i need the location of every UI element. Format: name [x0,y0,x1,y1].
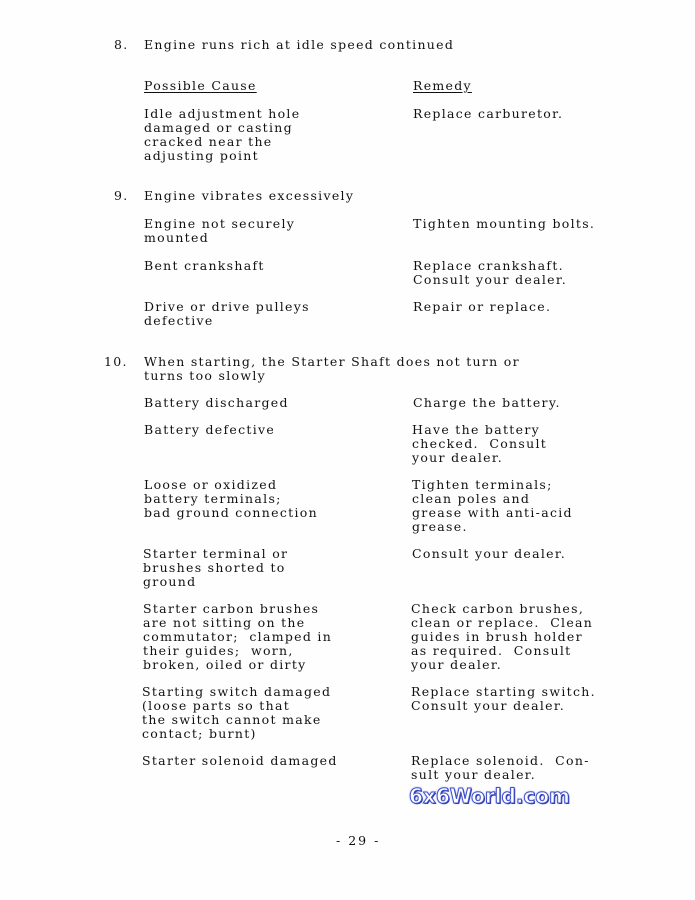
section-title: Engine vibrates excessively [144,188,355,203]
cause-text: Idle adjustment hole damaged or casting cracked near the adjusting point [144,106,301,163]
section-title: When starting, the Starter Shaft does not turn or turns too slowly [144,354,520,383]
remedy-text: Replace starting switch. Consult your dealer. [411,684,596,713]
cause-text: Starter solenoid damaged [142,753,338,768]
page-number: - 29 - [336,833,381,848]
remedy-text: Consult your dealer. [412,546,567,561]
cause-text: Battery defective [144,422,276,437]
section-number: 10. [104,354,128,369]
cause-text: Bent crankshaft [144,258,265,273]
section-number: 9. [114,188,129,203]
remedy-text: Replace crankshaft. Consult your dealer. [413,258,568,287]
watermark-logo: 6x6World.com [409,784,570,808]
remedy-text: Replace solenoid. Con- sult your dealer. [411,753,590,782]
cause-text: Battery discharged [144,395,289,410]
cause-text: Loose or oxidized battery terminals; bad ground connection [144,477,318,520]
cause-text: Starter carbon brushes are not sitting on the commutator; clamped in their guides; worn, broken, oiled or dirty [143,601,333,672]
remedy-text: Tighten mounting bolts. [413,216,596,231]
remedy-text: Tighten terminals; clean poles and grease with anti-acid grease. [412,477,573,534]
section-number: 8. [114,37,129,52]
possible-cause-header: Possible Cause [144,78,257,93]
remedy-text: Check carbon brushes, clean or replace. Clean guides in brush holder as required. Consult your dealer. [411,601,594,672]
remedy-text: Have the battery checked. Consult your dealer. [412,422,548,465]
remedy-header: Remedy [413,78,472,93]
remedy-text: Repair or replace. [413,299,552,314]
cause-text: Starting switch damaged (loose parts so that the switch cannot make contact; burnt) [142,684,332,741]
cause-text: Starter terminal or brushes shorted to ground [143,546,289,589]
remedy-text: Charge the battery. [413,395,561,410]
remedy-text: Replace carburetor. [413,106,564,121]
section-title: Engine runs rich at idle speed continued [144,37,455,52]
cause-text: Engine not securely mounted [144,216,296,245]
cause-text: Drive or drive pulleys defective [144,299,310,328]
